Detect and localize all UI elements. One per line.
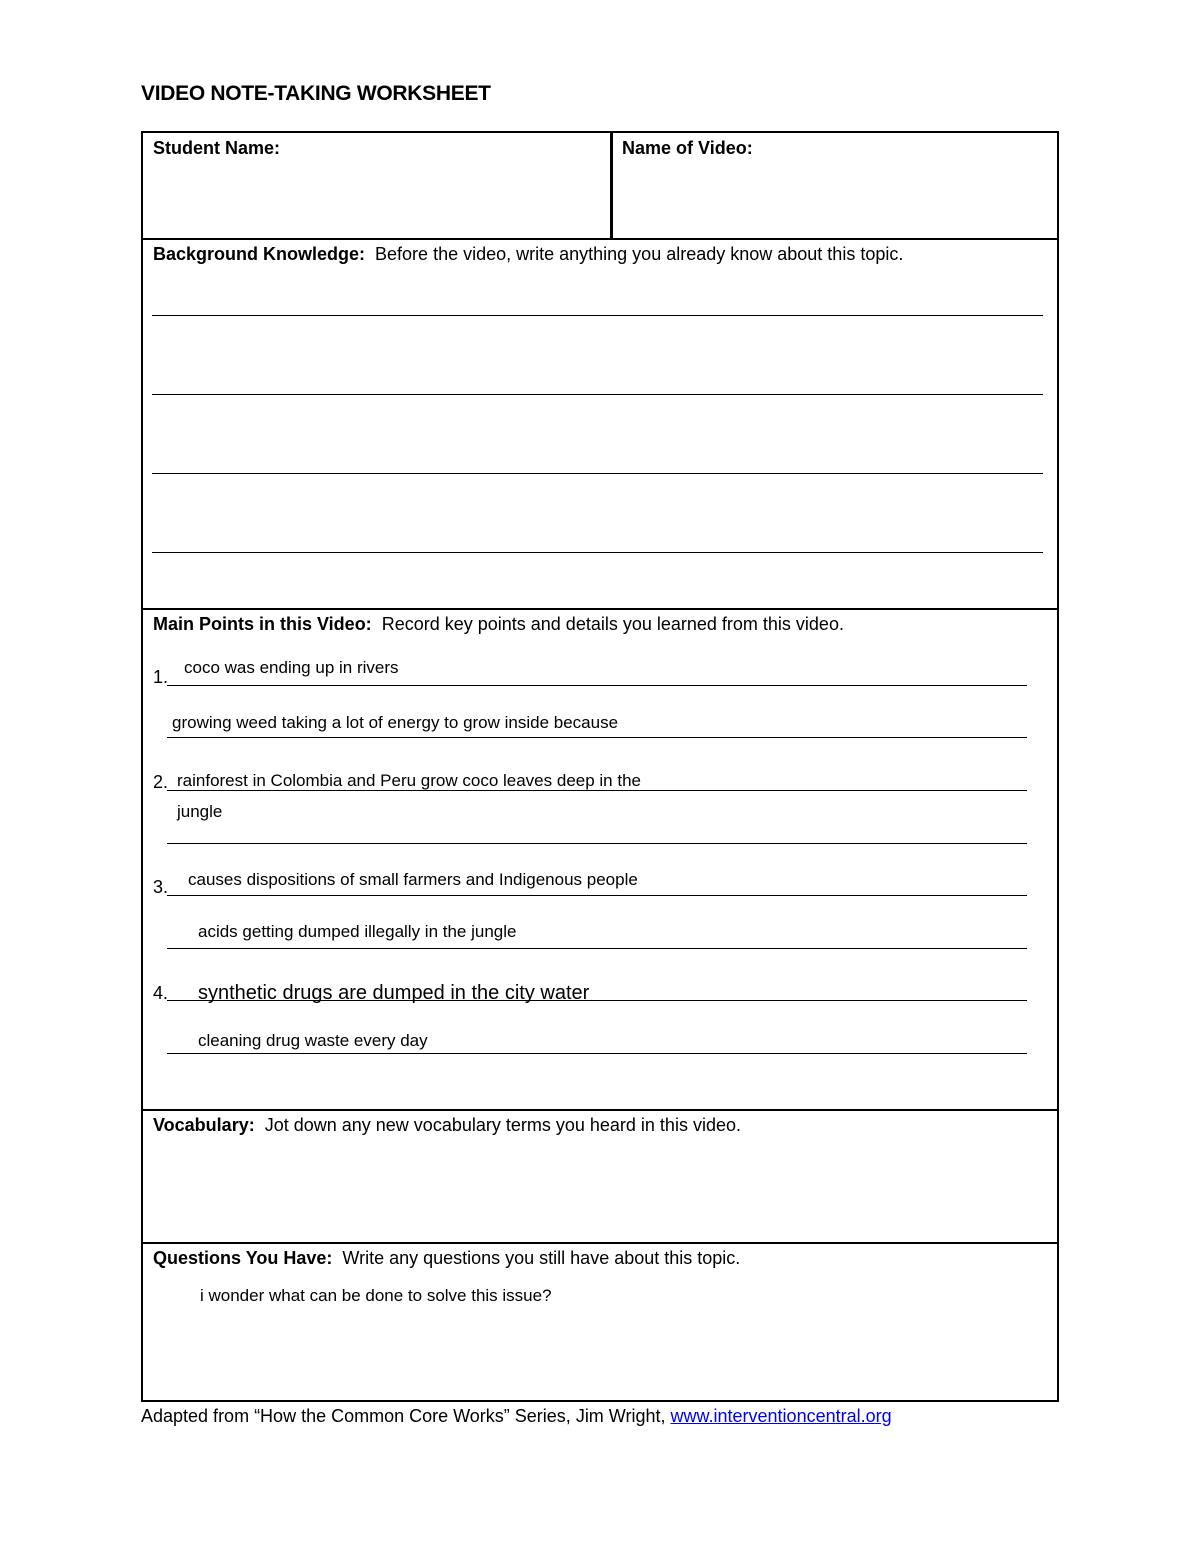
point-2-line-2: jungle [177, 802, 223, 821]
main-points-header: Main Points in this Video: Record key points and details you learned from this video. [153, 614, 844, 634]
student-name-label: Student Name: [153, 138, 281, 158]
point-1-line-1: coco was ending up in rivers [184, 658, 399, 677]
point-2-rule-2[interactable] [167, 843, 1027, 844]
point-3-rule-1[interactable] [167, 895, 1027, 896]
footer-attribution: Adapted from “How the Common Core Works” Series, Jim Wright, www.interventioncentral.org [141, 1406, 892, 1426]
point-4-rule-1[interactable] [167, 1000, 1027, 1001]
point-2-rule-1[interactable] [167, 790, 1027, 791]
questions-header: Questions You Have: Write any questions you still have about this topic. [153, 1248, 741, 1268]
point-4-number: 4. [153, 983, 169, 1003]
worksheet-title: VIDEO NOTE-TAKING WORKSHEET [141, 82, 491, 105]
point-3-rule-2[interactable] [167, 948, 1027, 949]
background-section [141, 238, 1059, 610]
point-3-line-2: acids getting dumped illegally in the jungle [198, 922, 517, 941]
background-header: Background Knowledge: Before the video, write anything you already know about this topic. [153, 244, 904, 264]
point-1-rule-2[interactable] [167, 737, 1027, 738]
background-line-1[interactable] [152, 315, 1043, 316]
background-line-4[interactable] [152, 552, 1043, 553]
point-2-number: 2. [153, 772, 169, 792]
background-line-3[interactable] [152, 473, 1043, 474]
point-4-rule-2[interactable] [167, 1053, 1027, 1054]
point-3-line-1: causes dispositions of small farmers and Indigenous people [188, 870, 638, 889]
point-4-line-1: synthetic drugs are dumped in the city water [198, 982, 590, 1004]
point-4-line-2: cleaning drug waste every day [198, 1031, 428, 1050]
point-1-rule-1[interactable] [167, 685, 1027, 686]
point-1-number: 1. [153, 667, 169, 687]
point-2-line-1: rainforest in Colombia and Peru grow coco leaves deep in the [177, 771, 641, 790]
video-name-label: Name of Video: [622, 138, 753, 158]
point-1-line-2: growing weed taking a lot of energy to grow inside because [172, 713, 619, 732]
questions-answer[interactable]: i wonder what can be done to solve this issue? [200, 1286, 552, 1305]
footer-link[interactable]: www.interventioncentral.org [670, 1406, 892, 1426]
vocabulary-header: Vocabulary: Jot down any new vocabulary terms you heard in this video. [153, 1115, 741, 1135]
background-line-2[interactable] [152, 394, 1043, 395]
point-3-number: 3. [153, 877, 169, 897]
